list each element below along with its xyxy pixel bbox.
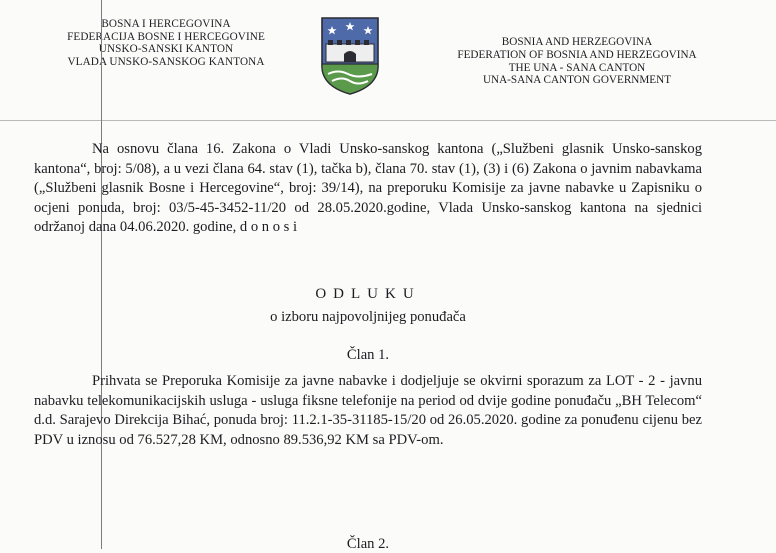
header-right-line: THE UNA - SANA CANTON [508,61,646,74]
decision-subtitle: o izboru najpovoljnijeg ponuđača [270,309,466,325]
header-divider [0,120,776,121]
article-2-heading: Član 2. [346,536,390,552]
scan-margin-line [101,0,102,549]
coat-of-arms-icon [318,14,382,96]
header-left-line: UNSKO-SANSKI KANTON [98,43,234,56]
article-1-paragraph [34,372,702,450]
header-left-line: BOSNA I HERCEGOVINA [101,18,231,30]
header-right [440,36,714,87]
header-right-line: BOSNIA AND HERZEGOVINA [501,36,653,48]
decision-title: ODLUKU [315,286,421,302]
header-left [52,18,280,68]
article-1-heading: Član 1. [346,347,390,363]
article-1-text: Prihvata se Preporuka Komisije za javne nabavke i dodjeljuje se okvirni sporazum za LOT - 2 - javnu nabavku telekomunikacijskih usluga - usluga fiksne telefonije na period od dvije godine ponuđaču „BH Telecom“ d.d. Sarajevo Direkcija Bihać, ponuda broj: 11.2.1-35-31185-15/20 od 26.05.2020. godine za ponuđenu cijenu bez PDV u iznosu od 76.527,28 KM, odnosno 89.536,92 KM sa PDV-om. [34,373,702,448]
header-right-line: UNA-SANA CANTON GOVERNMENT [482,74,672,87]
intro-text: Na osnovu člana 16. Zakona o Vladi Unsko-sanskog kantona („Službeni glasnik Unsko-sanskog kantona“, broj: 5/08), a u vezi člana 64. stav (1), tačka b), člana 70. stav (1), (3) i (6) Zakona o javnim nabavkama („Službeni glasnik Bosne i Hercegovine“, broj: 39/14), na preporuku Komisije za javne nabavke u Zapisniku o ocjeni ponuda, broj: 03/5-45-3452-11/20 od 28.05.2020.godine, Vlada Unsko-sanskog kantona na sjednici održanoj dana 04.06.2020. godine, d o n o s i [34,141,702,236]
header-left-line: VLADA UNSKO-SANSKOG KANTONA [67,55,265,68]
intro-paragraph [34,140,702,238]
header-right-line: FEDERATION OF BOSNIA AND HERZEGOVINA [457,48,697,61]
header-left-line: FEDERACIJA BOSNE I HERCEGOVINE [67,30,265,43]
